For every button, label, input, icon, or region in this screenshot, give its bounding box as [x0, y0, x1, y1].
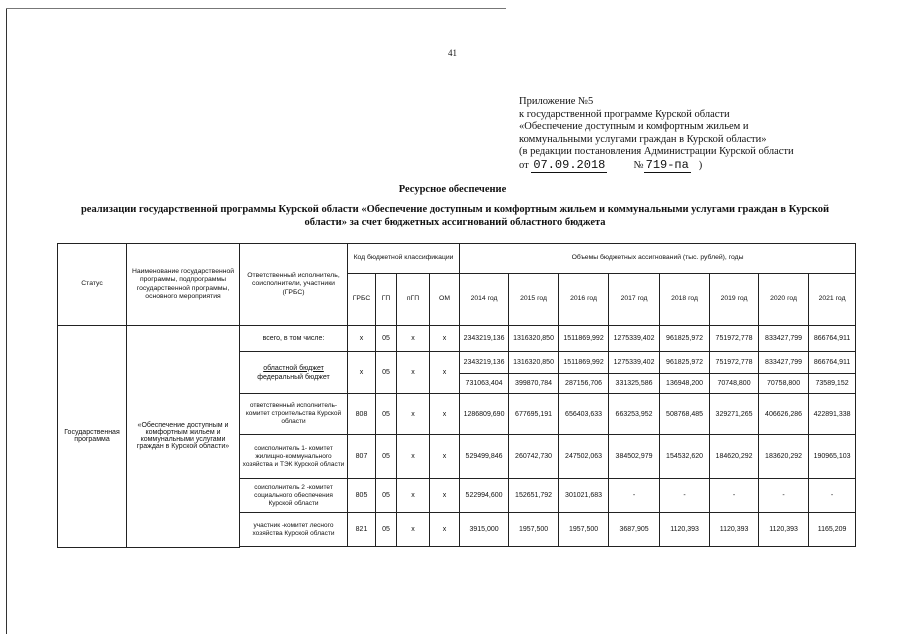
om-cell: х — [430, 326, 460, 352]
value-cell: 384502,979 — [609, 435, 660, 479]
value-cell: - — [759, 479, 809, 513]
value-cell: 529499,846 — [460, 435, 509, 479]
om-cell: х — [430, 352, 460, 394]
value-cell: 287156,706 — [559, 374, 609, 394]
header-year: 2017 год — [609, 274, 660, 326]
value-cell: 1120,393 — [710, 513, 759, 547]
executor-cell — [240, 352, 348, 394]
value-cell: - — [809, 479, 856, 513]
value-cell: 184620,292 — [710, 435, 759, 479]
value-cell: 70748,800 — [710, 374, 759, 394]
close-paren: ) — [698, 159, 703, 171]
value-cell: 190965,103 — [809, 435, 856, 479]
pgp-cell: х — [397, 479, 430, 513]
value-cell: 833427,799 — [759, 326, 809, 352]
value-cell: 183620,292 — [759, 435, 809, 479]
value-cell: 1957,500 — [559, 513, 609, 547]
value-cell: 663253,952 — [609, 394, 660, 435]
value-cell: 154532,620 — [660, 435, 710, 479]
value-cell: 329271,265 — [710, 394, 759, 435]
om-cell: х — [430, 394, 460, 435]
value-cell: 522994,600 — [460, 479, 509, 513]
grbs-cell: 807 — [348, 435, 376, 479]
value-cell: 247502,063 — [559, 435, 609, 479]
value-cell: 2343219,136 — [460, 326, 509, 352]
value-cell: 1511869,992 — [559, 352, 609, 374]
header-om: ОМ — [430, 274, 460, 326]
value-cell: 301021,683 — [559, 479, 609, 513]
header-year: 2015 год — [509, 274, 559, 326]
header-year: 2020 год — [759, 274, 809, 326]
value-cell: 866764,911 — [809, 326, 856, 352]
value-cell: 406626,286 — [759, 394, 809, 435]
gp-cell: 05 — [376, 352, 397, 394]
value-cell: 152651,792 — [509, 479, 559, 513]
value-cell: 508768,485 — [660, 394, 710, 435]
value-cell: 399870,784 — [509, 374, 559, 394]
table-row — [58, 326, 856, 352]
value-cell: 1275339,402 — [609, 352, 660, 374]
appendix-block — [519, 96, 794, 173]
date-prefix: от — [519, 159, 529, 171]
budget-table — [57, 243, 856, 548]
value-cell: 70758,800 — [759, 374, 809, 394]
header-grbs: ГРБС — [348, 274, 376, 326]
value-cell: 1120,393 — [660, 513, 710, 547]
grbs-cell: х — [348, 352, 376, 394]
executor-cell: всего, в том числе: — [240, 326, 348, 352]
value-cell: 260742,730 — [509, 435, 559, 479]
value-cell: 1957,500 — [509, 513, 559, 547]
appendix-line-2: к государственной программе Курской области — [519, 108, 730, 120]
pgp-cell: х — [397, 326, 430, 352]
executor-cell: соисполнитель 1- комитет жилищно-коммунального хозяйства и ТЭК Курской области — [240, 435, 348, 479]
value-cell: 1286809,690 — [460, 394, 509, 435]
page-number: 41 — [448, 48, 457, 58]
executor-cell: ответственный исполнитель-комитет строительства Курской области — [240, 394, 348, 435]
executor-regional-budget: областной бюджет — [263, 364, 324, 372]
number-prefix: № — [633, 159, 644, 171]
header-code-group: Код бюджетной классификации — [348, 244, 460, 274]
value-cell: 1511869,992 — [559, 326, 609, 352]
value-cell: - — [609, 479, 660, 513]
value-cell: 833427,799 — [759, 352, 809, 374]
value-cell: 731063,404 — [460, 374, 509, 394]
appendix-line-3: «Обеспечение доступным и комфортным жильем и — [519, 121, 749, 133]
om-cell: х — [430, 435, 460, 479]
value-cell: 1316320,850 — [509, 326, 559, 352]
decree-date: 07.09.2018 — [533, 157, 606, 172]
value-cell: 3915,000 — [460, 513, 509, 547]
pgp-cell: х — [397, 394, 430, 435]
header-year: 2021 год — [809, 274, 856, 326]
value-cell: 751972,778 — [710, 352, 759, 374]
appendix-date-line — [519, 159, 794, 173]
value-cell: 136948,200 — [660, 374, 710, 394]
pgp-cell: х — [397, 435, 430, 479]
header-year: 2016 год — [559, 274, 609, 326]
value-cell: 656403,633 — [559, 394, 609, 435]
value-cell: 422891,338 — [809, 394, 856, 435]
om-cell: х — [430, 513, 460, 547]
gp-cell: 05 — [376, 394, 397, 435]
value-cell: 677695,191 — [509, 394, 559, 435]
decree-number: 719-па — [645, 157, 689, 172]
header-pgp: пГП — [397, 274, 430, 326]
value-cell: - — [660, 479, 710, 513]
value-cell: 866764,911 — [809, 352, 856, 374]
value-cell: - — [710, 479, 759, 513]
value-cell: 331325,586 — [609, 374, 660, 394]
value-cell: 73589,152 — [809, 374, 856, 394]
header-executor: Ответственный исполнитель, соисполнители, участники (ГРБС) — [240, 244, 348, 326]
value-cell: 1120,393 — [759, 513, 809, 547]
header-year: 2019 год — [710, 274, 759, 326]
grbs-cell: 805 — [348, 479, 376, 513]
value-cell: 1316320,850 — [509, 352, 559, 374]
program-name-cell: «Обеспечение доступным и комфортным жильем и коммунальными услугами граждан в Курской области» — [127, 326, 240, 548]
grbs-cell: х — [348, 326, 376, 352]
gp-cell: 05 — [376, 479, 397, 513]
gp-cell: 05 — [376, 513, 397, 547]
gp-cell: 05 — [376, 435, 397, 479]
value-cell: 961825,972 — [660, 326, 710, 352]
pgp-cell: х — [397, 513, 430, 547]
header-volumes-group: Объемы бюджетных ассигнований (тыс. рублей), годы — [460, 244, 856, 274]
gp-cell: 05 — [376, 326, 397, 352]
grbs-cell: 808 — [348, 394, 376, 435]
value-cell: 3687,905 — [609, 513, 660, 547]
page-edge-top — [6, 8, 506, 9]
om-cell: х — [430, 479, 460, 513]
status-cell: Государственная программа — [58, 326, 127, 548]
spacer-cell — [240, 547, 856, 548]
value-cell: 1275339,402 — [609, 326, 660, 352]
page-edge-left — [6, 8, 7, 634]
appendix-line-1: Приложение №5 — [519, 96, 594, 107]
header-year: 2014 год — [460, 274, 509, 326]
document-subtitle: реализации государственной программы Курской области «Обеспечение доступным и комфортным жильем и коммунальными услугами граждан в Курской области» за счет бюджетных ассигнований областного бюджета — [80, 204, 830, 228]
appendix-line-4: коммунальными услугами граждан в Курской области» — [519, 133, 767, 145]
pgp-cell: х — [397, 352, 430, 394]
appendix-line-5: (в редакции постановления Администрации Курской области — [519, 146, 794, 158]
header-status: Статус — [58, 244, 127, 326]
header-year: 2018 год — [660, 274, 710, 326]
header-name: Наименование государственной программы, подпрограммы государственной программы, основного мероприятия — [127, 244, 240, 326]
value-cell: 2343219,136 — [460, 352, 509, 374]
header-gp: ГП — [376, 274, 397, 326]
executor-cell: участник -комитет лесного хозяйства Курской области — [240, 513, 348, 547]
value-cell: 961825,972 — [660, 352, 710, 374]
value-cell: 1165,209 — [809, 513, 856, 547]
document-title: Ресурсное обеспечение — [398, 184, 507, 195]
executor-cell: соисполнитель 2 -комитет социального обеспечения Курской области — [240, 479, 348, 513]
value-cell: 751972,778 — [710, 326, 759, 352]
grbs-cell: 821 — [348, 513, 376, 547]
executor-federal-budget: федеральный бюджет — [257, 373, 330, 381]
